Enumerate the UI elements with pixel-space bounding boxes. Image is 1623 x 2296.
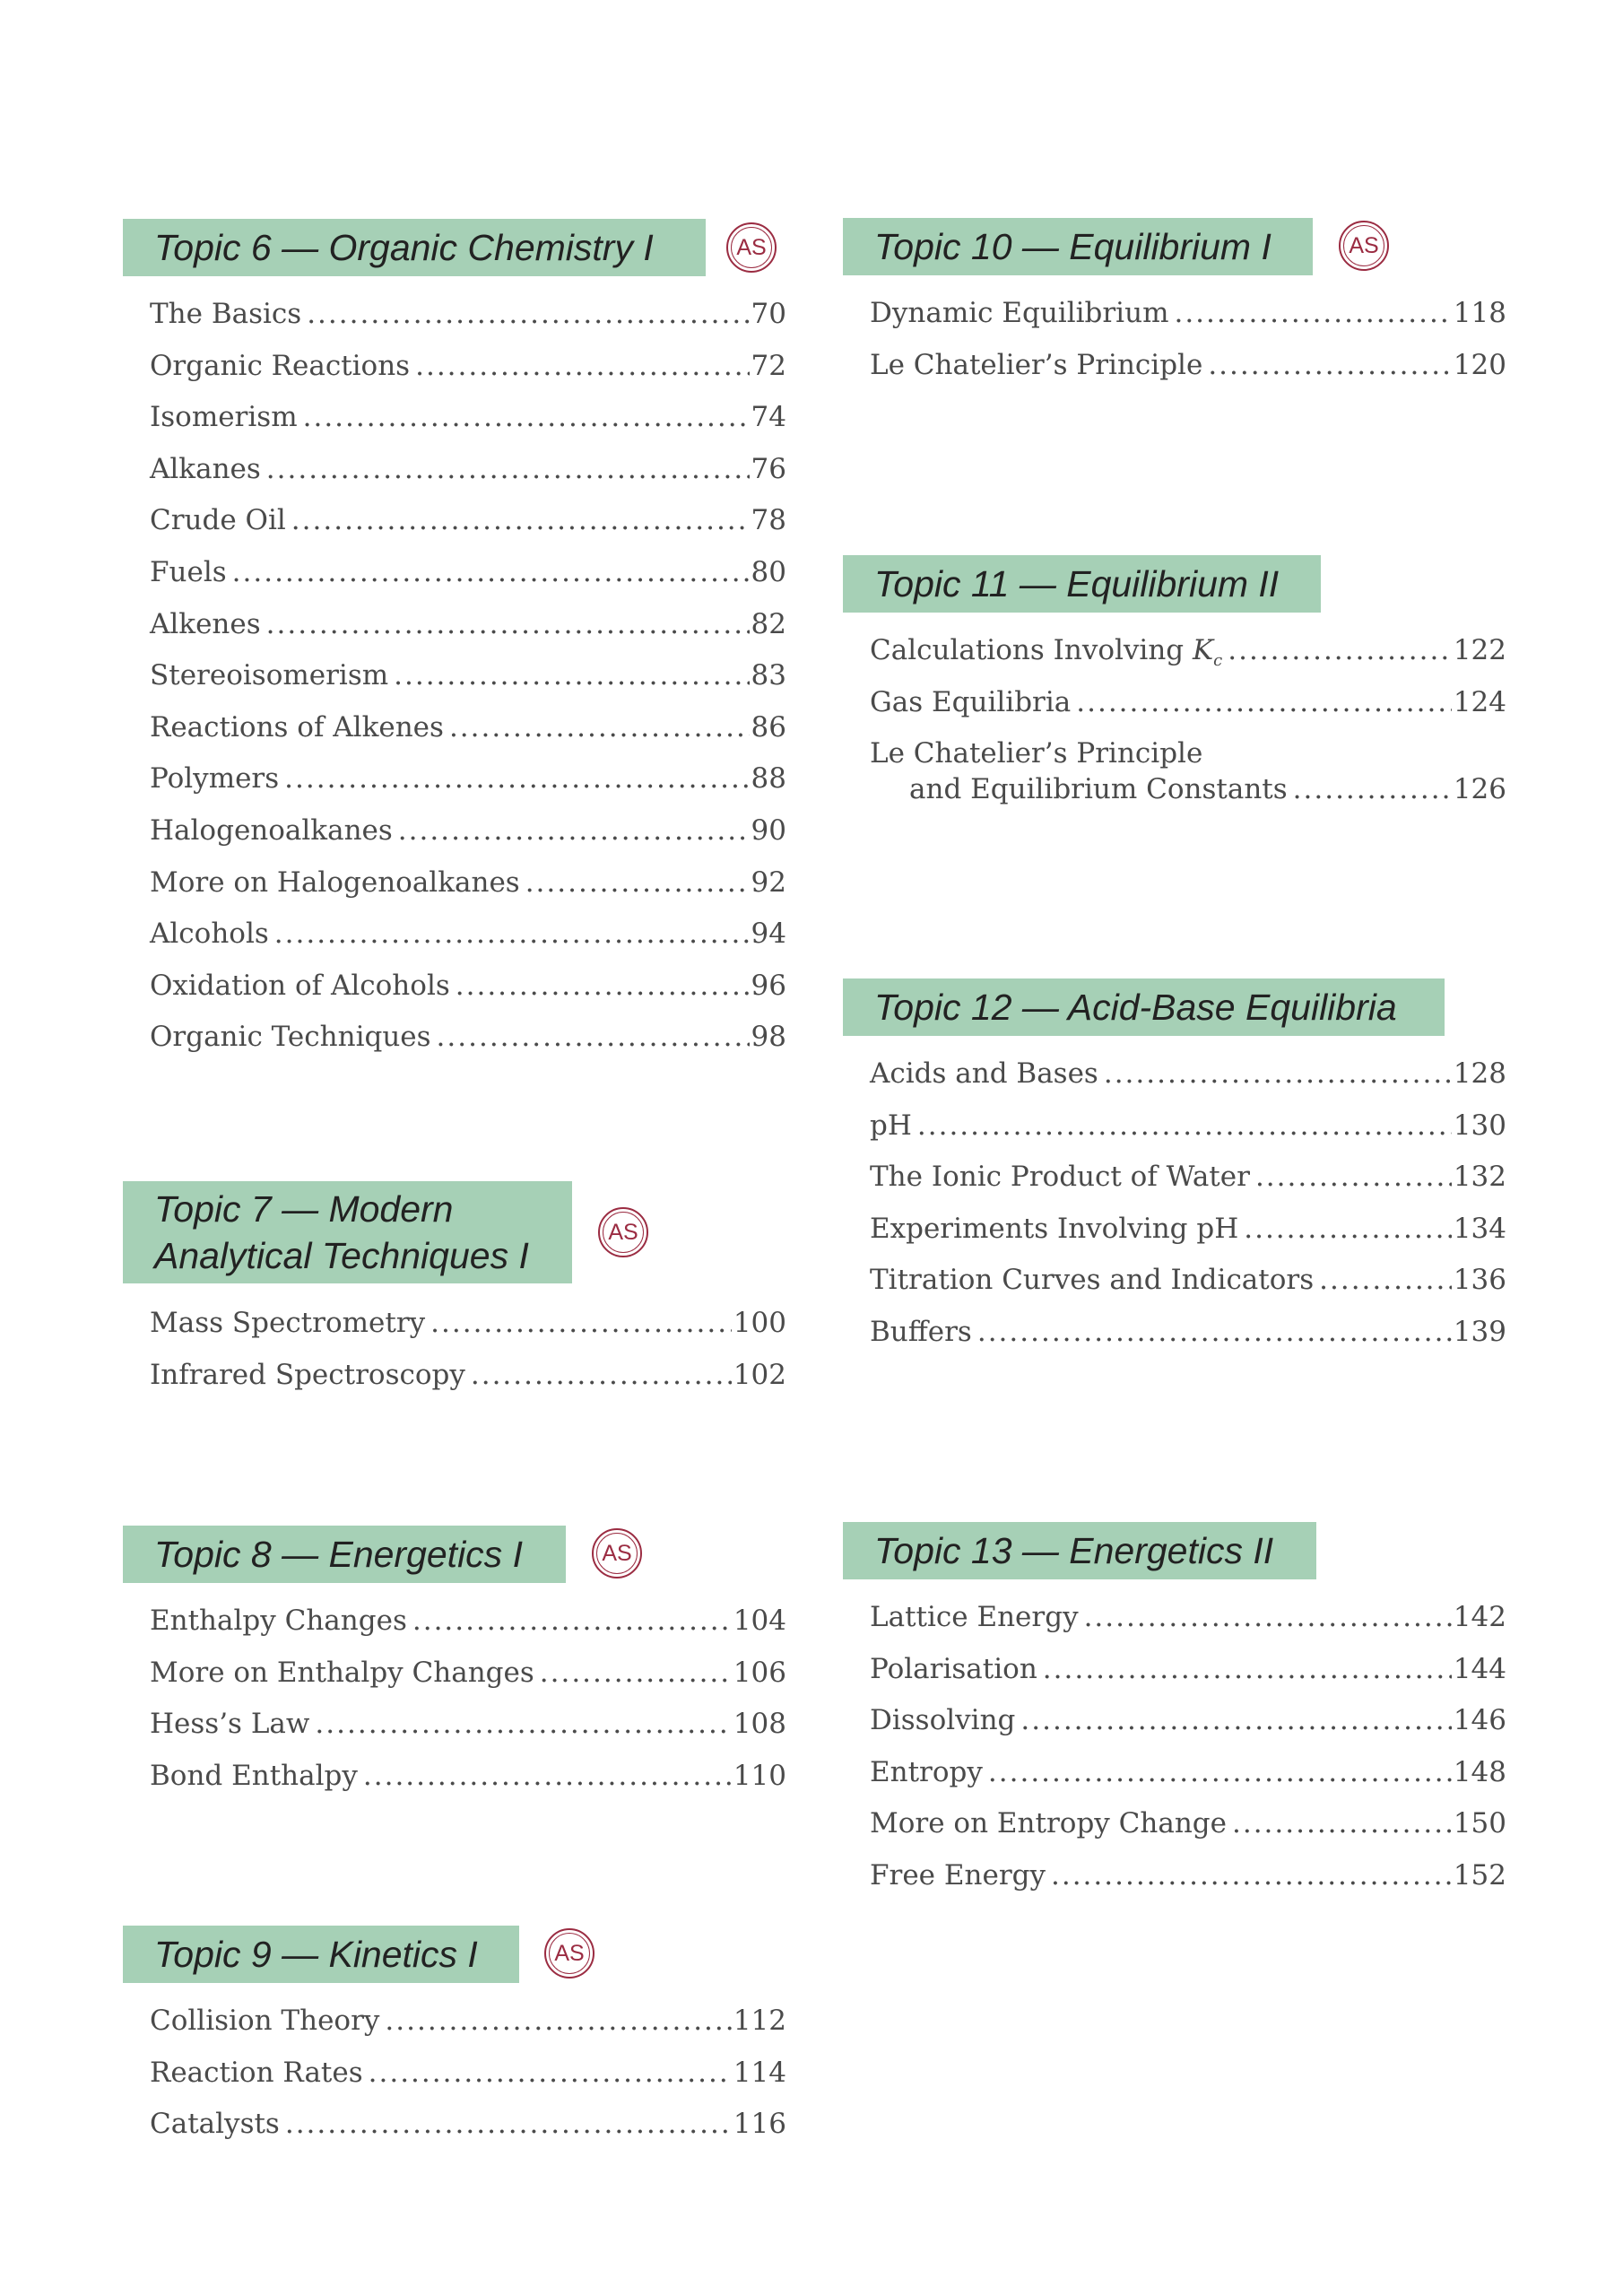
toc-entry[interactable]: Hess’s Law ..... 108 <box>150 1706 786 1758</box>
toc-entry[interactable]: Le Chatelier’s Principle ..... 120 <box>870 347 1506 399</box>
topic-6-heading: Topic 6 — Organic Chemistry I <box>123 219 706 276</box>
toc-entry[interactable]: The Ionic Product of Water ..... 132 <box>870 1159 1506 1211</box>
toc-entry[interactable]: Halogenoalkanes ..... 90 <box>150 813 786 865</box>
topic-6-section <box>123 219 786 1071</box>
toc-entry[interactable]: Alkenes ..... 82 <box>150 606 786 658</box>
toc-entry[interactable]: Organic Techniques ..... 98 <box>150 1019 786 1071</box>
toc-entry[interactable]: Stereoisomerism ..... 83 <box>150 657 786 709</box>
toc-entry[interactable]: Acids and Bases ..... 128 <box>870 1056 1506 1108</box>
topic-6-contents <box>123 296 786 1071</box>
topic-11-section <box>843 555 1506 820</box>
toc-entry[interactable]: More on Enthalpy Changes ..... 106 <box>150 1655 786 1707</box>
toc-entry[interactable]: Infrared Spectroscopy ..... 102 <box>150 1357 786 1409</box>
toc-entry[interactable]: Alkanes ..... 76 <box>150 451 786 503</box>
toc-entry[interactable]: Experiments Involving pH ..... 134 <box>870 1211 1506 1263</box>
toc-entry[interactable]: Free Energy ..... 152 <box>870 1857 1506 1909</box>
toc-entry[interactable]: More on Halogenoalkanes ..... 92 <box>150 865 786 917</box>
topic-9-heading: Topic 9 — Kinetics I <box>123 1926 519 1983</box>
topic-9-section <box>123 1926 786 2158</box>
toc-entry[interactable]: Polymers ..... 88 <box>150 761 786 813</box>
topic-10-heading: Topic 10 — Equilibrium I <box>843 218 1313 275</box>
toc-entry[interactable]: Dynamic Equilibrium ..... 118 <box>870 295 1506 347</box>
as-badge-icon: AS <box>726 222 777 273</box>
toc-entry[interactable]: Dissolving ..... 146 <box>870 1702 1506 1754</box>
topic-8-section <box>123 1526 786 1809</box>
toc-entry[interactable]: Catalysts ..... 116 <box>150 2106 786 2158</box>
toc-entry[interactable]: Bond Enthalpy ..... 110 <box>150 1758 786 1810</box>
topic-11-contents <box>843 632 1506 807</box>
as-badge-icon: AS <box>1339 221 1389 271</box>
toc-entry[interactable]: Polarisation ..... 144 <box>870 1651 1506 1703</box>
topic-13-contents <box>843 1599 1506 1909</box>
topic-12-contents <box>843 1056 1506 1366</box>
toc-entry[interactable]: Organic Reactions ..... 72 <box>150 348 786 400</box>
toc-entry[interactable]: Calculations Involving $K_c$ ..... 122 <box>870 632 1506 684</box>
toc-entry[interactable]: Oxidation of Alcohols ..... 96 <box>150 968 786 1020</box>
topic-7-contents <box>123 1305 786 1408</box>
toc-entry[interactable]: Lattice Energy ..... 142 <box>870 1599 1506 1651</box>
toc-entry[interactable]: Buffers ..... 139 <box>870 1314 1506 1366</box>
toc-entry[interactable]: Crude Oil ..... 78 <box>150 502 786 554</box>
toc-entry[interactable]: Titration Curves and Indicators ..... 136 <box>870 1262 1506 1314</box>
as-badge-icon: AS <box>592 1528 642 1578</box>
toc-entry[interactable]: pH ..... 130 <box>870 1108 1506 1160</box>
toc-entry[interactable]: Alcohols ..... 94 <box>150 916 786 968</box>
topic-10-section <box>843 218 1506 398</box>
topic-8-contents <box>123 1603 786 1809</box>
topic-13-section <box>843 1522 1506 1909</box>
topic-7-heading: Topic 7 — Modern Analytical Techniques I <box>123 1181 572 1283</box>
toc-entry[interactable]: Collision Theory ..... 112 <box>150 2003 786 2055</box>
toc-entry[interactable]: Reactions of Alkenes ..... 86 <box>150 709 786 761</box>
topic-9-contents <box>123 2003 786 2158</box>
toc-entry[interactable]: Reaction Rates ..... 114 <box>150 2055 786 2107</box>
toc-entry[interactable]: Mass Spectrometry ..... 100 <box>150 1305 786 1357</box>
toc-entry[interactable]: Le Chatelier’s Principle and Equilibrium Constants ..... 126 <box>870 735 1506 807</box>
topic-12-section <box>843 978 1506 1366</box>
toc-entry[interactable]: More on Entropy Change ..... 150 <box>870 1805 1506 1857</box>
topic-8-heading: Topic 8 — Energetics I <box>123 1526 566 1583</box>
toc-entry[interactable]: Fuels ..... 80 <box>150 554 786 606</box>
as-badge-icon: AS <box>598 1207 648 1257</box>
toc-entry[interactable]: Entropy ..... 148 <box>870 1754 1506 1806</box>
toc-entry[interactable]: Enthalpy Changes ..... 104 <box>150 1603 786 1655</box>
topic-11-heading: Topic 11 — Equilibrium II <box>843 555 1321 613</box>
topic-12-heading: Topic 12 — Acid-Base Equilibria <box>843 978 1445 1036</box>
topic-7-section <box>123 1181 786 1408</box>
topic-10-contents <box>843 295 1506 398</box>
as-badge-icon: AS <box>544 1928 595 1979</box>
topic-13-heading: Topic 13 — Energetics II <box>843 1522 1316 1579</box>
toc-entry[interactable]: The Basics ..... 70 <box>150 296 786 348</box>
toc-entry[interactable]: Gas Equilibria ..... 124 <box>870 684 1506 736</box>
toc-entry[interactable]: Isomerism ..... 74 <box>150 399 786 451</box>
